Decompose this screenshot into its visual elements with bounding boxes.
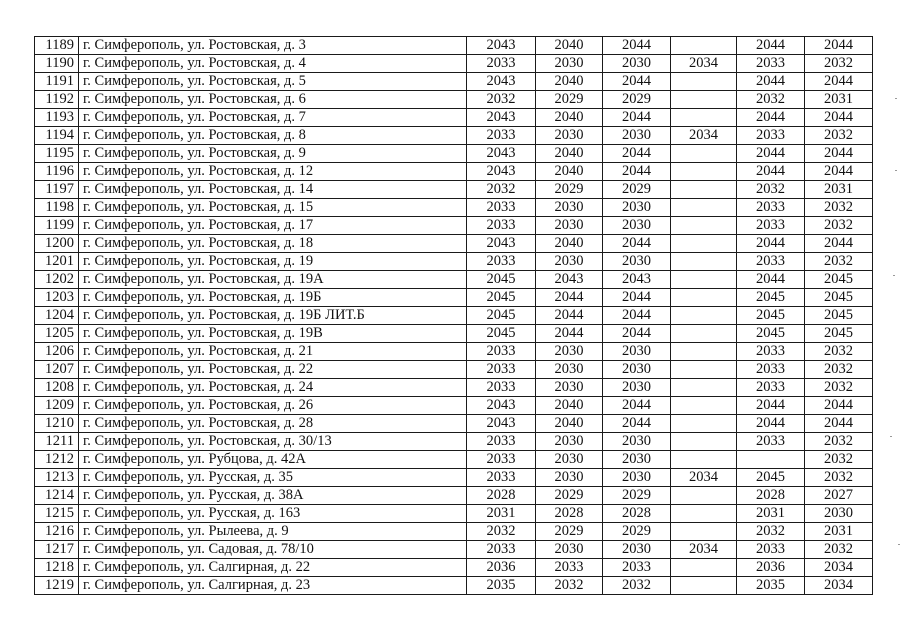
table-row — [35, 37, 873, 55]
table-row — [35, 235, 873, 253]
row-number-cell: 1219 — [35, 577, 79, 595]
table-row — [35, 271, 873, 289]
year-cell-1: 2033 — [467, 379, 536, 397]
year-cell-6: 2032 — [805, 199, 873, 217]
year-cell-2: 2030 — [536, 433, 603, 451]
table-row — [35, 559, 873, 577]
address-cell: г. Симферополь, ул. Ростовская, д. 5 — [79, 73, 467, 91]
year-cell-1: 2031 — [467, 505, 536, 523]
row-number-cell: 1214 — [35, 487, 79, 505]
row-number-cell: 1202 — [35, 271, 79, 289]
scan-artifact — [890, 436, 892, 437]
year-cell-2: 2040 — [536, 37, 603, 55]
row-number-cell: 1196 — [35, 163, 79, 181]
table-row — [35, 127, 873, 145]
year-cell-6: 2044 — [805, 397, 873, 415]
year-cell-6: 2044 — [805, 109, 873, 127]
year-cell-3: 2030 — [603, 199, 671, 217]
year-cell-6: 2044 — [805, 415, 873, 433]
year-cell-3: 2029 — [603, 523, 671, 541]
year-cell-5: 2044 — [737, 37, 805, 55]
year-cell-3: 2030 — [603, 361, 671, 379]
row-number-cell: 1197 — [35, 181, 79, 199]
year-cell-3: 2044 — [603, 397, 671, 415]
year-cell-3: 2030 — [603, 451, 671, 469]
row-number-cell: 1213 — [35, 469, 79, 487]
year-cell-6: 2045 — [805, 271, 873, 289]
row-number-cell: 1195 — [35, 145, 79, 163]
year-cell-4 — [671, 109, 737, 127]
row-number-cell: 1207 — [35, 361, 79, 379]
year-cell-2: 2030 — [536, 379, 603, 397]
address-cell: г. Симферополь, ул. Ростовская, д. 9 — [79, 145, 467, 163]
year-cell-1: 2043 — [467, 397, 536, 415]
year-cell-4 — [671, 559, 737, 577]
year-cell-4 — [671, 199, 737, 217]
year-cell-4 — [671, 181, 737, 199]
address-cell: г. Симферополь, ул. Салгирная, д. 22 — [79, 559, 467, 577]
year-cell-6: 2032 — [805, 343, 873, 361]
year-cell-4 — [671, 415, 737, 433]
address-cell: г. Симферополь, ул. Ростовская, д. 18 — [79, 235, 467, 253]
year-cell-4: 2034 — [671, 541, 737, 559]
year-cell-5: 2045 — [737, 325, 805, 343]
year-cell-5: 2033 — [737, 55, 805, 73]
year-cell-1: 2045 — [467, 307, 536, 325]
year-cell-5: 2044 — [737, 109, 805, 127]
address-cell: г. Симферополь, ул. Русская, д. 35 — [79, 469, 467, 487]
year-cell-6: 2044 — [805, 235, 873, 253]
year-cell-4 — [671, 487, 737, 505]
year-cell-2: 2044 — [536, 325, 603, 343]
year-cell-1: 2043 — [467, 109, 536, 127]
year-cell-1: 2033 — [467, 433, 536, 451]
year-cell-6: 2044 — [805, 145, 873, 163]
year-cell-2: 2029 — [536, 487, 603, 505]
year-cell-1: 2035 — [467, 577, 536, 595]
table-row — [35, 307, 873, 325]
year-cell-1: 2045 — [467, 271, 536, 289]
year-cell-6: 2032 — [805, 217, 873, 235]
year-cell-6: 2032 — [805, 433, 873, 451]
year-cell-2: 2028 — [536, 505, 603, 523]
year-cell-4 — [671, 505, 737, 523]
year-cell-1: 2043 — [467, 145, 536, 163]
row-number-cell: 1215 — [35, 505, 79, 523]
year-cell-3: 2044 — [603, 325, 671, 343]
table-row — [35, 397, 873, 415]
row-number-cell: 1201 — [35, 253, 79, 271]
table-row — [35, 415, 873, 433]
year-cell-1: 2045 — [467, 325, 536, 343]
year-cell-2: 2040 — [536, 415, 603, 433]
year-cell-3: 2029 — [603, 91, 671, 109]
scan-artifact — [898, 544, 900, 545]
year-cell-6: 2032 — [805, 361, 873, 379]
year-cell-1: 2033 — [467, 217, 536, 235]
year-cell-3: 2043 — [603, 271, 671, 289]
table-row — [35, 109, 873, 127]
year-cell-1: 2032 — [467, 181, 536, 199]
row-number-cell: 1194 — [35, 127, 79, 145]
year-cell-1: 2033 — [467, 127, 536, 145]
year-cell-1: 2033 — [467, 253, 536, 271]
year-cell-1: 2033 — [467, 361, 536, 379]
scan-artifact — [893, 275, 895, 276]
year-cell-2: 2030 — [536, 343, 603, 361]
address-cell: г. Симферополь, ул. Ростовская, д. 19 — [79, 253, 467, 271]
year-cell-1: 2043 — [467, 235, 536, 253]
year-cell-5: 2035 — [737, 577, 805, 595]
year-cell-4 — [671, 271, 737, 289]
year-cell-6: 2032 — [805, 253, 873, 271]
table-row — [35, 325, 873, 343]
year-cell-5: 2044 — [737, 397, 805, 415]
year-cell-4 — [671, 37, 737, 55]
year-cell-1: 2043 — [467, 415, 536, 433]
table-row — [35, 343, 873, 361]
row-number-cell: 1192 — [35, 91, 79, 109]
year-cell-3: 2044 — [603, 109, 671, 127]
table-row — [35, 505, 873, 523]
table-row — [35, 181, 873, 199]
year-cell-4 — [671, 325, 737, 343]
year-cell-4 — [671, 361, 737, 379]
year-cell-5: 2033 — [737, 433, 805, 451]
year-cell-4 — [671, 343, 737, 361]
year-cell-1: 2043 — [467, 73, 536, 91]
year-cell-4 — [671, 235, 737, 253]
year-cell-4 — [671, 253, 737, 271]
address-cell: г. Симферополь, ул. Ростовская, д. 3 — [79, 37, 467, 55]
table-body — [35, 37, 873, 595]
address-cell: г. Симферополь, ул. Салгирная, д. 23 — [79, 577, 467, 595]
year-cell-5: 2033 — [737, 199, 805, 217]
registry-table — [34, 36, 873, 595]
year-cell-1: 2032 — [467, 523, 536, 541]
year-cell-4 — [671, 73, 737, 91]
address-cell: г. Симферополь, ул. Ростовская, д. 4 — [79, 55, 467, 73]
year-cell-5: 2044 — [737, 163, 805, 181]
row-number-cell: 1190 — [35, 55, 79, 73]
table-row — [35, 433, 873, 451]
year-cell-4 — [671, 217, 737, 235]
address-cell: г. Симферополь, ул. Садовая, д. 78/10 — [79, 541, 467, 559]
address-cell: г. Симферополь, ул. Ростовская, д. 17 — [79, 217, 467, 235]
year-cell-1: 2033 — [467, 199, 536, 217]
year-cell-3: 2032 — [603, 577, 671, 595]
row-number-cell: 1191 — [35, 73, 79, 91]
year-cell-1: 2033 — [467, 469, 536, 487]
scan-artifact — [895, 98, 897, 99]
year-cell-2: 2030 — [536, 451, 603, 469]
row-number-cell: 1203 — [35, 289, 79, 307]
row-number-cell: 1204 — [35, 307, 79, 325]
year-cell-4: 2034 — [671, 127, 737, 145]
table-row — [35, 217, 873, 235]
year-cell-3: 2044 — [603, 235, 671, 253]
year-cell-2: 2040 — [536, 73, 603, 91]
year-cell-2: 2030 — [536, 199, 603, 217]
table-row — [35, 145, 873, 163]
year-cell-6: 2031 — [805, 181, 873, 199]
table-row — [35, 523, 873, 541]
year-cell-5: 2045 — [737, 307, 805, 325]
year-cell-3: 2030 — [603, 433, 671, 451]
year-cell-2: 2029 — [536, 181, 603, 199]
year-cell-2: 2044 — [536, 289, 603, 307]
row-number-cell: 1208 — [35, 379, 79, 397]
year-cell-6: 2044 — [805, 163, 873, 181]
table-row — [35, 379, 873, 397]
year-cell-2: 2030 — [536, 217, 603, 235]
year-cell-5: 2044 — [737, 73, 805, 91]
year-cell-3: 2044 — [603, 307, 671, 325]
year-cell-5: 2031 — [737, 505, 805, 523]
address-cell: г. Симферополь, ул. Ростовская, д. 24 — [79, 379, 467, 397]
year-cell-3: 2044 — [603, 415, 671, 433]
year-cell-6: 2045 — [805, 289, 873, 307]
year-cell-5: 2033 — [737, 343, 805, 361]
year-cell-3: 2044 — [603, 289, 671, 307]
year-cell-3: 2044 — [603, 163, 671, 181]
year-cell-2: 2029 — [536, 523, 603, 541]
row-number-cell: 1216 — [35, 523, 79, 541]
year-cell-2: 2032 — [536, 577, 603, 595]
row-number-cell: 1193 — [35, 109, 79, 127]
year-cell-2: 2030 — [536, 55, 603, 73]
year-cell-6: 2032 — [805, 127, 873, 145]
address-cell: г. Симферополь, ул. Ростовская, д. 8 — [79, 127, 467, 145]
row-number-cell: 1217 — [35, 541, 79, 559]
table-row — [35, 163, 873, 181]
year-cell-6: 2031 — [805, 523, 873, 541]
row-number-cell: 1198 — [35, 199, 79, 217]
address-cell: г. Симферополь, ул. Ростовская, д. 19В — [79, 325, 467, 343]
year-cell-5: 2033 — [737, 361, 805, 379]
row-number-cell: 1210 — [35, 415, 79, 433]
table-row — [35, 361, 873, 379]
address-cell: г. Симферополь, ул. Ростовская, д. 7 — [79, 109, 467, 127]
year-cell-4 — [671, 577, 737, 595]
year-cell-1: 2043 — [467, 163, 536, 181]
year-cell-5: 2032 — [737, 181, 805, 199]
year-cell-2: 2043 — [536, 271, 603, 289]
year-cell-5: 2044 — [737, 235, 805, 253]
address-cell: г. Симферополь, ул. Русская, д. 38А — [79, 487, 467, 505]
row-number-cell: 1199 — [35, 217, 79, 235]
row-number-cell: 1218 — [35, 559, 79, 577]
year-cell-6: 2034 — [805, 559, 873, 577]
year-cell-3: 2029 — [603, 181, 671, 199]
address-cell: г. Симферополь, ул. Ростовская, д. 19Б ЛИТ.Б — [79, 307, 467, 325]
row-number-cell: 1206 — [35, 343, 79, 361]
year-cell-1: 2043 — [467, 37, 536, 55]
year-cell-5: 2033 — [737, 127, 805, 145]
year-cell-5: 2028 — [737, 487, 805, 505]
table-row — [35, 541, 873, 559]
row-number-cell: 1209 — [35, 397, 79, 415]
year-cell-6: 2044 — [805, 73, 873, 91]
address-cell: г. Симферополь, ул. Ростовская, д. 19Б — [79, 289, 467, 307]
year-cell-4 — [671, 397, 737, 415]
year-cell-4 — [671, 379, 737, 397]
address-cell: г. Симферополь, ул. Ростовская, д. 15 — [79, 199, 467, 217]
year-cell-3: 2030 — [603, 217, 671, 235]
table-row — [35, 199, 873, 217]
year-cell-6: 2032 — [805, 379, 873, 397]
year-cell-3: 2029 — [603, 487, 671, 505]
year-cell-6: 2032 — [805, 541, 873, 559]
year-cell-6: 2034 — [805, 577, 873, 595]
year-cell-5: 2032 — [737, 91, 805, 109]
scan-artifact — [895, 170, 897, 171]
year-cell-6: 2032 — [805, 55, 873, 73]
year-cell-3: 2044 — [603, 145, 671, 163]
year-cell-3: 2044 — [603, 37, 671, 55]
row-number-cell: 1211 — [35, 433, 79, 451]
year-cell-6: 2031 — [805, 91, 873, 109]
year-cell-2: 2040 — [536, 145, 603, 163]
year-cell-3: 2030 — [603, 127, 671, 145]
year-cell-5: 2033 — [737, 217, 805, 235]
year-cell-2: 2040 — [536, 163, 603, 181]
year-cell-4 — [671, 451, 737, 469]
table-row — [35, 469, 873, 487]
year-cell-3: 2033 — [603, 559, 671, 577]
address-cell: г. Симферополь, ул. Ростовская, д. 12 — [79, 163, 467, 181]
year-cell-1: 2045 — [467, 289, 536, 307]
year-cell-3: 2030 — [603, 469, 671, 487]
year-cell-5 — [737, 451, 805, 469]
address-cell: г. Симферополь, ул. Ростовская, д. 6 — [79, 91, 467, 109]
year-cell-6: 2032 — [805, 469, 873, 487]
year-cell-3: 2030 — [603, 541, 671, 559]
year-cell-2: 2030 — [536, 361, 603, 379]
year-cell-1: 2028 — [467, 487, 536, 505]
year-cell-2: 2030 — [536, 469, 603, 487]
table-row — [35, 73, 873, 91]
year-cell-4 — [671, 523, 737, 541]
year-cell-5: 2036 — [737, 559, 805, 577]
table-row — [35, 451, 873, 469]
year-cell-1: 2033 — [467, 343, 536, 361]
year-cell-4 — [671, 91, 737, 109]
year-cell-2: 2044 — [536, 307, 603, 325]
year-cell-5: 2044 — [737, 271, 805, 289]
year-cell-2: 2029 — [536, 91, 603, 109]
year-cell-5: 2044 — [737, 415, 805, 433]
year-cell-5: 2032 — [737, 523, 805, 541]
year-cell-6: 2027 — [805, 487, 873, 505]
year-cell-4 — [671, 145, 737, 163]
year-cell-2: 2040 — [536, 235, 603, 253]
address-cell: г. Симферополь, ул. Ростовская, д. 26 — [79, 397, 467, 415]
year-cell-3: 2030 — [603, 379, 671, 397]
address-cell: г. Симферополь, ул. Рубцова, д. 42А — [79, 451, 467, 469]
year-cell-4 — [671, 289, 737, 307]
year-cell-6: 2032 — [805, 451, 873, 469]
address-cell: г. Симферополь, ул. Ростовская, д. 21 — [79, 343, 467, 361]
address-cell: г. Симферополь, ул. Ростовская, д. 30/13 — [79, 433, 467, 451]
year-cell-6: 2044 — [805, 37, 873, 55]
year-cell-3: 2030 — [603, 55, 671, 73]
year-cell-1: 2033 — [467, 55, 536, 73]
address-cell: г. Симферополь, ул. Ростовская, д. 14 — [79, 181, 467, 199]
year-cell-5: 2033 — [737, 379, 805, 397]
year-cell-6: 2030 — [805, 505, 873, 523]
year-cell-6: 2045 — [805, 325, 873, 343]
year-cell-1: 2033 — [467, 541, 536, 559]
year-cell-5: 2045 — [737, 289, 805, 307]
address-cell: г. Симферополь, ул. Ростовская, д. 28 — [79, 415, 467, 433]
row-number-cell: 1200 — [35, 235, 79, 253]
year-cell-4: 2034 — [671, 55, 737, 73]
year-cell-1: 2032 — [467, 91, 536, 109]
year-cell-4 — [671, 163, 737, 181]
year-cell-5: 2044 — [737, 145, 805, 163]
year-cell-5: 2045 — [737, 469, 805, 487]
address-cell: г. Симферополь, ул. Ростовская, д. 22 — [79, 361, 467, 379]
year-cell-2: 2040 — [536, 109, 603, 127]
year-cell-2: 2040 — [536, 397, 603, 415]
year-cell-6: 2045 — [805, 307, 873, 325]
year-cell-2: 2030 — [536, 541, 603, 559]
year-cell-5: 2033 — [737, 253, 805, 271]
year-cell-2: 2030 — [536, 253, 603, 271]
year-cell-2: 2033 — [536, 559, 603, 577]
table-row — [35, 55, 873, 73]
table-row — [35, 487, 873, 505]
table-row — [35, 91, 873, 109]
year-cell-3: 2030 — [603, 343, 671, 361]
row-number-cell: 1189 — [35, 37, 79, 55]
year-cell-5: 2033 — [737, 541, 805, 559]
year-cell-4 — [671, 307, 737, 325]
year-cell-1: 2033 — [467, 451, 536, 469]
year-cell-3: 2044 — [603, 73, 671, 91]
year-cell-2: 2030 — [536, 127, 603, 145]
table-row — [35, 253, 873, 271]
address-cell: г. Симферополь, ул. Русская, д. 163 — [79, 505, 467, 523]
table-row — [35, 289, 873, 307]
year-cell-1: 2036 — [467, 559, 536, 577]
address-cell: г. Симферополь, ул. Ростовская, д. 19А — [79, 271, 467, 289]
year-cell-4 — [671, 433, 737, 451]
row-number-cell: 1205 — [35, 325, 79, 343]
year-cell-3: 2030 — [603, 253, 671, 271]
address-cell: г. Симферополь, ул. Рылеева, д. 9 — [79, 523, 467, 541]
table-row — [35, 577, 873, 595]
year-cell-3: 2028 — [603, 505, 671, 523]
year-cell-4: 2034 — [671, 469, 737, 487]
row-number-cell: 1212 — [35, 451, 79, 469]
